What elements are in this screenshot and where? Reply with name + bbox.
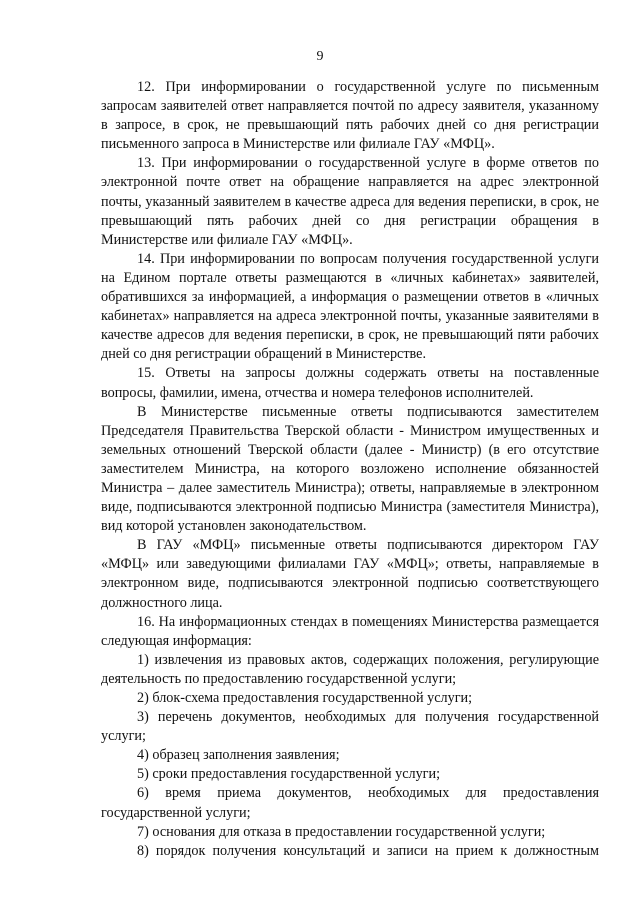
paragraph-15: 15. Ответы на запросы должны содержать ответы на поставленные вопросы, фамилии, имена, отчества и номера телефонов исполнителей. <box>101 365 599 401</box>
document-body <box>101 78 599 861</box>
paragraph-ministry-signatures: В Министерстве письменные ответы подписываются заместителем Председателя Правительства Тверской области - Министром имущественных и земельных отношений Тверской области (далее - Министр) (в его отсутствие заместителем Министра, на которого возложено исполнение обязанностей Министра – далее заместитель Министра); ответы, направляемые в электронном виде, подписываются электронной подписью Министра (заместителя Министра), вид которой установлен законодательством. <box>101 403 599 535</box>
paragraph-16: 16. На информационных стендах в помещениях Министерства размещается следующая информация: <box>101 613 599 649</box>
list-item-6: 6) время приема документов, необходимых для предоставления государственной услуги; <box>101 785 599 821</box>
list-item-2: 2) блок-схема предоставления государственной услуги; <box>137 690 473 706</box>
paragraph-mfc-signatures: В ГАУ «МФЦ» письменные ответы подписываются директором ГАУ «МФЦ» или заведующими филиалами ГАУ «МФЦ»; ответы, направляемые в электронном виде, подписываются электронной подписью соответствующего должностного лица. <box>101 537 599 611</box>
paragraph-14: 14. При информировании по вопросам получения государственной услуги на Едином портале ответы размещаются в «личных кабинетах» заявителей, обратившихся за информацией, а информация о размещении ответов в «личных кабинетах» направляется на адреса электронной почты, указанные заявителями в качестве адресов для ведения переписки, в срок, не превышающий пяти рабочих дней со дня регистрации обращений в Министерстве. <box>101 250 599 363</box>
list-item-1: 1) извлечения из правовых актов, содержащих положения, регулирующие деятельность по предоставлению государственной услуги; <box>101 651 599 687</box>
list-item-7: 7) основания для отказа в предоставлении государственной услуги; <box>137 823 546 840</box>
paragraph-13: 13. При информировании о государственной услуге в форме ответов по электронной почте ответ на обращение направляется на адрес электронной почты, указанный заявителем в качестве адреса для ведения переписки, в срок, не превышающий пять рабочих дней со дня регистрации обращения в Министерстве или филиале ГАУ «МФЦ». <box>101 155 599 248</box>
list-item-4: 4) образец заполнения заявления; <box>137 747 340 764</box>
page-number: 9 <box>316 49 324 64</box>
paragraph-12: 12. При информировании о государственной услуге по письменным запросам заявителей ответ направляется почтой по адресу заявителя, указанному в запросе, в срок, не превышающий пять рабочих дней со дня регистрации письменного запроса в Министерстве или филиале ГАУ «МФЦ». <box>101 79 599 153</box>
list-item-3: 3) перечень документов, необходимых для получения государственной услуги; <box>101 709 599 745</box>
list-item-8: 8) порядок получения консультаций и записи на прием к должностным <box>137 842 599 859</box>
list-item-5: 5) сроки предоставления государственной услуги; <box>137 766 441 783</box>
